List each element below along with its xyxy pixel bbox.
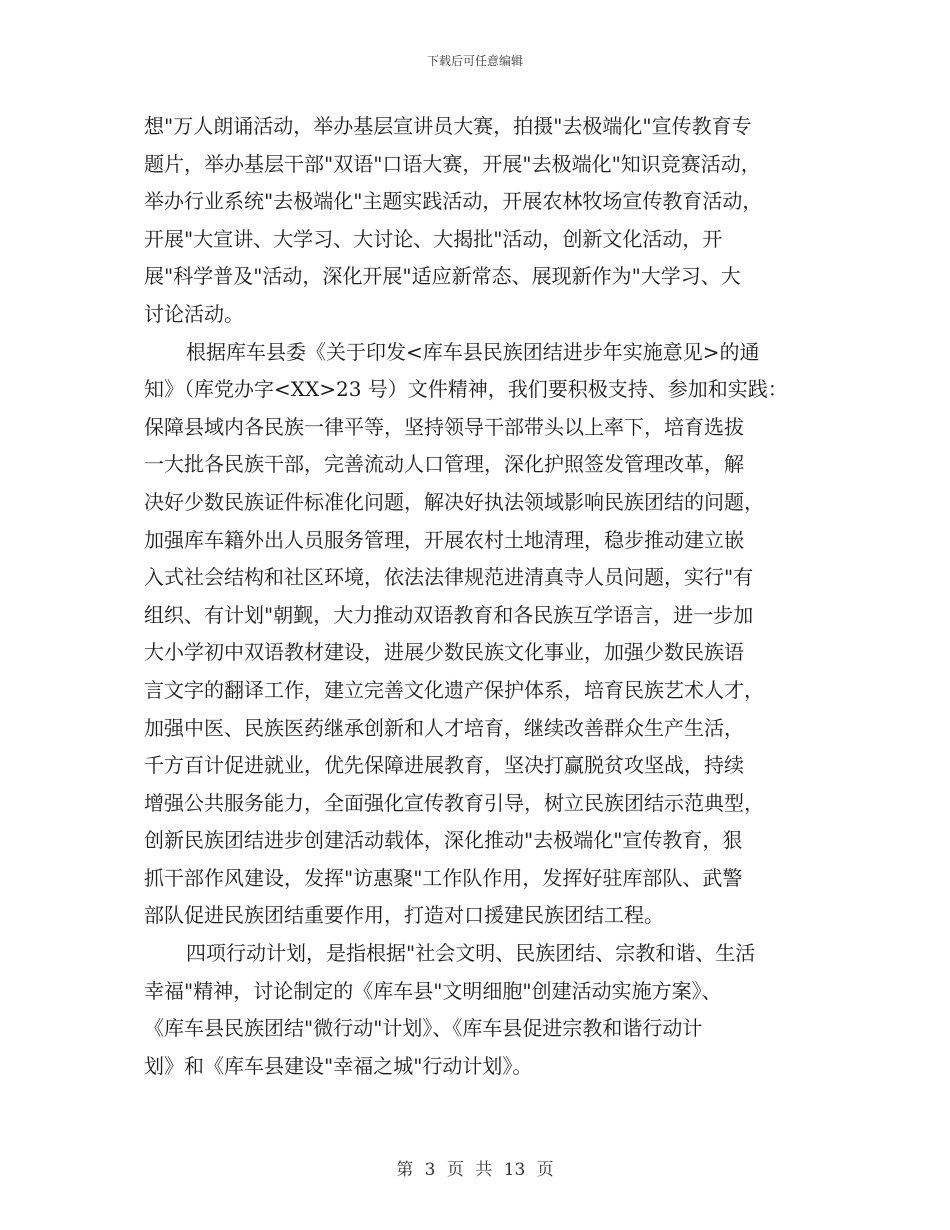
page-footer: 第 3 页 共 13 页 [396,1160,554,1180]
text-line: 题片，举办基层干部"双语"口语大赛，开展"去极端化"知识竞赛活动， [144,151,761,176]
text-line: 展"科学普及"活动，深化开展"适应新常态、展现新作为"大学习、大 [144,264,741,289]
paragraph [144,334,808,936]
text-line: 讨论活动。 [144,301,244,326]
paragraph [144,108,808,334]
text-line: 千方百计促进就业，优先保障进展教育，坚决打赢脱贫攻坚战，持续 [144,753,744,778]
text-line: 幸福"精神，讨论制定的《库车县"文明细胞"创建活动实施方案》、 [144,978,722,1003]
text-line: 根据库车县委《关于印发<库车县民族团结进步年实施意见>的通 [186,339,760,364]
text-line: 举办行业系统"去极端化"主题实践活动，开展农林牧场宣传教育活动， [144,189,763,214]
text-line: 决好少数民族证件标准化问题，解决好执法领域影响民族团结的问题， [144,489,764,514]
text-line: 一大批各民族干部，完善流动人口管理，深化护照签发管理改革，解 [144,452,744,477]
text-line: 保障县域内各民族一律平等，坚持领导干部带头以上率下，培育选拔 [144,414,744,439]
paragraph [144,935,808,1085]
document-body [144,108,808,1085]
text-line: 加强中医、民族医药继承创新和人才培育，继续改善群众生产生活， [144,715,744,740]
text-line: 言文字的翻译工作，建立完善文化遗产保护体系，培育民族艺术人才， [144,677,764,702]
text-line: 创新民族团结进步创建活动载体，深化推动"去极端化"宣传教育，狠 [144,828,743,853]
text-line: 开展"大宣讲、大学习、大讨论、大揭批"活动，创新文化活动，开 [144,226,723,251]
text-line: 知》（库党办字<XX>23 号）文件精神，我们要积极支持、参加和实践： [144,377,788,402]
text-line: 四项行动计划，是指根据"社会文明、民族团结、宗教和谐、生活 [186,941,756,966]
page-header: 下载后可任意编辑 [426,54,523,68]
text-line: 想"万人朗诵活动，举办基层宣讲员大赛，拍摄"去极端化"宣传教育专 [144,114,752,138]
text-line: 增强公共服务能力，全面强化宣传教育引导，树立民族团结示范典型， [144,790,764,815]
text-line: 组织、有计划"朝觐，大力推动双语教育和各民族互学语言，进一步加 [144,602,754,627]
text-line: 部队促进民族团结重要作用，打造对口援建民族团结工程。 [144,903,664,928]
text-line: 划》和《库车县建设"幸福之城"行动计划》。 [144,1053,533,1078]
text-line: 大小学初中双语教材建设，进展少数民族文化事业，加强少数民族语 [144,640,744,665]
text-line: 加强库车籍外出人员服务管理，开展农村土地清理，稳步推动建立嵌 [144,527,744,552]
text-line: 入式社会结构和社区环境，依法法律规范进清真寺人员问题，实行"有 [144,565,754,590]
text-line: 《库车县民族团结"微行动"计划》、《库车县促进宗教和谐行动计 [144,1016,703,1041]
text-line: 抓干部作风建设，发挥"访惠聚"工作队作用，发挥好驻库部队、武警 [144,865,743,890]
